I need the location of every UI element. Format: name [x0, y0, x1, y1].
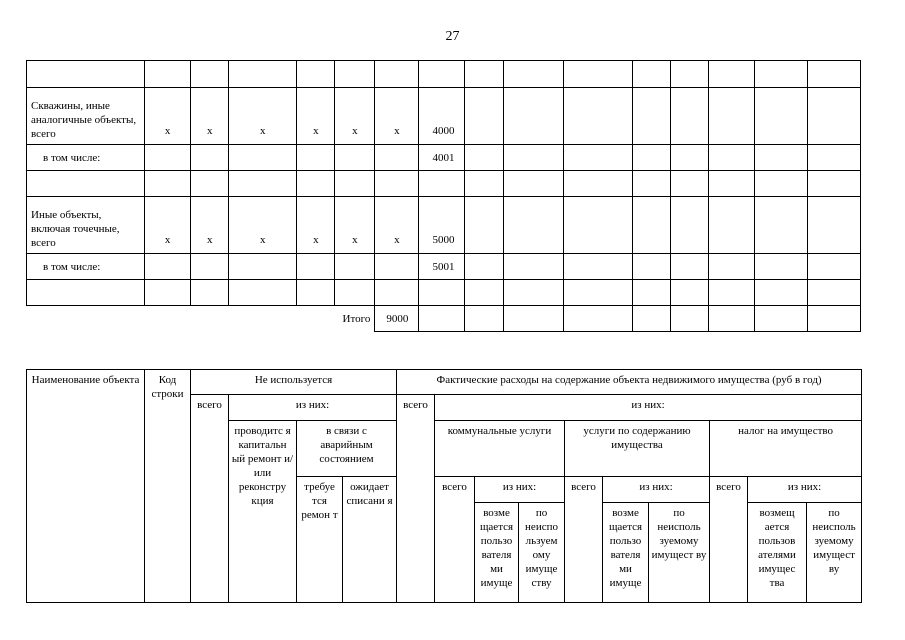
x-mark: x	[375, 197, 419, 254]
header-row-code: Код строки	[145, 370, 191, 603]
row-code: 5000	[419, 197, 465, 254]
x-mark: x	[145, 197, 191, 254]
table-row	[27, 197, 861, 254]
header-unused-utilities: по неиспо льзуем ому имуще ству	[519, 503, 565, 603]
row-name: в том числе:	[27, 254, 145, 280]
header-of-them: из них:	[475, 477, 565, 503]
total-row	[27, 306, 861, 332]
header-reimbursed-maintenance: возме щается пользо вателя ми имуще	[603, 503, 649, 603]
row-name: Иные объекты, включая точечные, всего	[27, 197, 145, 254]
header-of-them: из них:	[229, 395, 397, 421]
header-actual-expenses: Фактические расходы на содержание объекта недвижимого имущества (руб в год)	[397, 370, 862, 395]
x-mark: x	[145, 88, 191, 145]
table-row	[27, 145, 861, 171]
header-emergency: в связи с аварийным состоянием	[297, 421, 397, 477]
header-maintenance-services: услуги по содержанию имущества	[565, 421, 710, 477]
x-mark: x	[375, 88, 419, 145]
x-mark: x	[297, 88, 335, 145]
total-label: Итого	[335, 306, 375, 332]
row-code: 4000	[419, 88, 465, 145]
header-unused-tax: по неисполь зуемому имущест ву	[807, 503, 862, 603]
x-mark: x	[229, 197, 297, 254]
header-total: всего	[435, 477, 475, 603]
header-of-them: из них:	[603, 477, 710, 503]
table-row	[27, 88, 861, 145]
x-mark: x	[335, 88, 375, 145]
header-of-them: из них:	[435, 395, 862, 421]
table-row	[27, 280, 861, 306]
x-mark: x	[335, 197, 375, 254]
header-capital-repair: проводитс я капитальн ый ремонт и/или реконстру кция	[229, 421, 297, 603]
header-property-tax: налог на имущество	[710, 421, 862, 477]
table-row	[27, 171, 861, 197]
total-code: 9000	[375, 306, 419, 332]
header-total: всего	[191, 395, 229, 603]
header-object-name: Наименование объекта	[27, 370, 145, 603]
header-awaiting-writeoff: ожидает списани я	[343, 477, 397, 603]
row-code: 5001	[419, 254, 465, 280]
row-name: в том числе:	[27, 145, 145, 171]
header-needs-repair: требуе тся ремон т	[297, 477, 343, 603]
header-not-used: Не используется	[191, 370, 397, 395]
x-mark: x	[191, 88, 229, 145]
x-mark: x	[191, 197, 229, 254]
header-reimbursed-utilities: возме щается пользо вателя ми имуще	[475, 503, 519, 603]
objects-table	[26, 60, 861, 332]
header-utilities: коммунальные услуги	[435, 421, 565, 477]
header-total: всего	[397, 395, 435, 603]
table-row	[27, 254, 861, 280]
header-total: всего	[565, 477, 603, 603]
table-row	[27, 61, 861, 88]
header-unused-maintenance: по неисполь зуемому имущест ву	[649, 503, 710, 603]
x-mark: x	[297, 197, 335, 254]
header-total: всего	[710, 477, 748, 603]
x-mark: x	[229, 88, 297, 145]
expenses-header-table	[26, 369, 862, 603]
row-code: 4001	[419, 145, 465, 171]
header-reimbursed-tax: возмещ ается пользов ателями имущес тва	[748, 503, 807, 603]
row-name: Скважины, иные аналогичные объекты, всего	[27, 88, 145, 145]
page-number: 27	[445, 29, 460, 44]
header-of-them: из них:	[748, 477, 862, 503]
